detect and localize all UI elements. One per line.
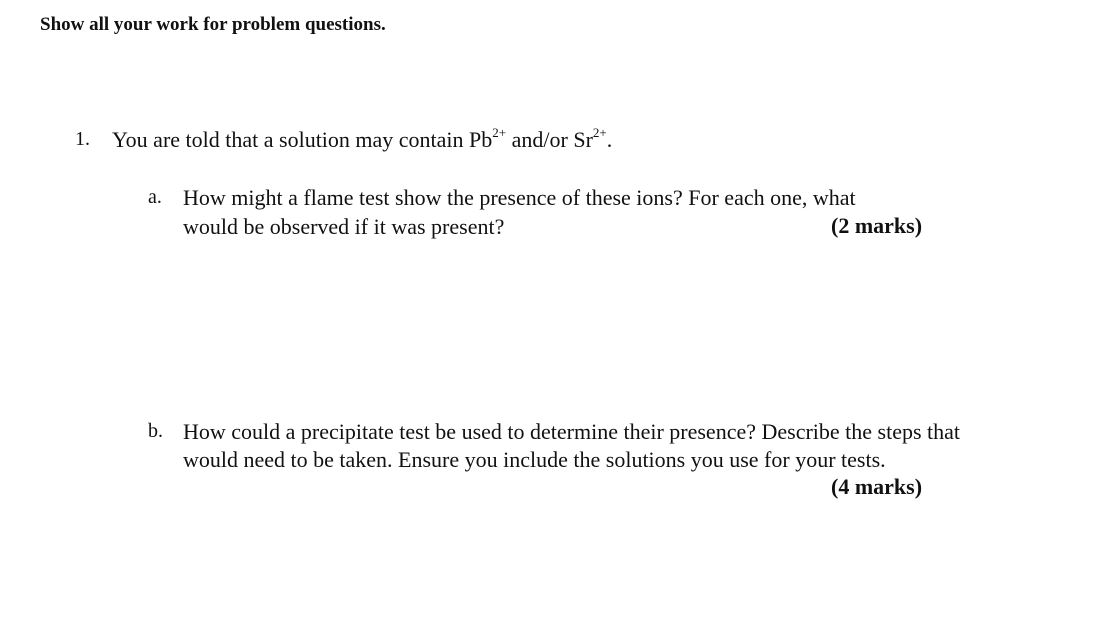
part-b-line-1: How could a precipitate test be used to determine their presence? Describe the steps that: [183, 419, 961, 444]
part-a-marks: (2 marks): [831, 213, 923, 238]
question-stem: [112, 127, 612, 153]
part-a-text: [183, 183, 856, 241]
stem-prefix: You are told that a solution may contain Pb: [112, 127, 493, 152]
instructions-heading: Show all your work for problem questions.: [40, 14, 386, 35]
part-b-letter: b.: [148, 420, 163, 442]
part-b-line-2: would need to be taken. Ensure you include the solutions you use for your tests.: [183, 447, 886, 472]
part-b-text: [183, 418, 960, 474]
part-a-line-2: would be observed if it was present?: [183, 214, 505, 239]
stem-mid: and/or Sr: [506, 127, 593, 152]
ion1-charge: 2+: [492, 125, 507, 140]
part-b-marks: (4 marks): [831, 474, 923, 499]
ion2-charge: 2+: [592, 125, 607, 140]
stem-end: .: [606, 127, 613, 152]
question-number: 1.: [75, 128, 90, 150]
part-a-line-1: How might a flame test show the presence of these ions? For each one, what: [183, 185, 856, 210]
part-a-letter: a.: [148, 186, 162, 208]
